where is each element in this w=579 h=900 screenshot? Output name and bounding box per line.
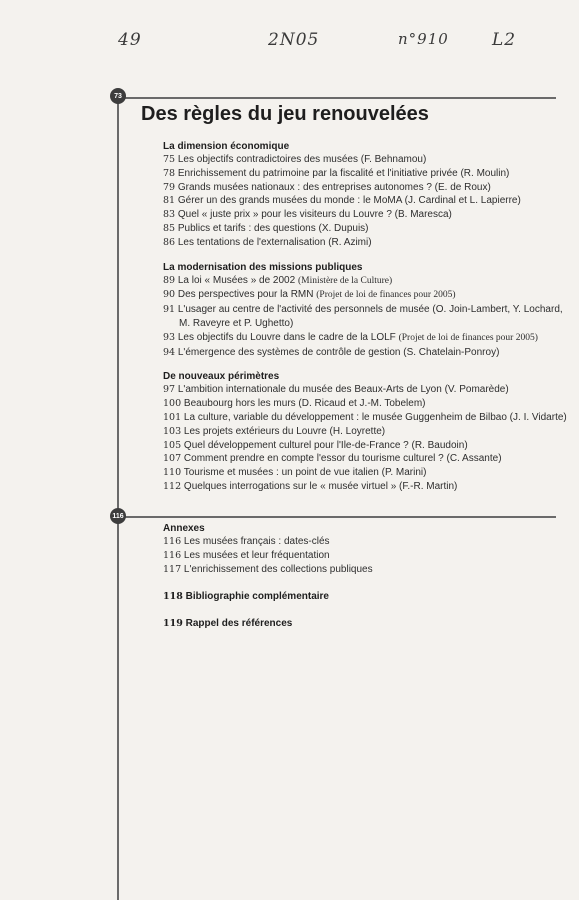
toc-entry — [163, 222, 563, 236]
toc-page-number: 93 — [163, 331, 176, 343]
toc-page-number: 89 — [163, 274, 176, 286]
toc-bold-entry — [163, 617, 563, 630]
toc-page-number: 100 — [163, 398, 182, 410]
annex-rule — [117, 516, 556, 518]
handwritten-note-1: 49 — [118, 30, 142, 50]
toc-page-number: 91 — [163, 304, 176, 316]
toc-entry — [163, 439, 563, 453]
toc-entry-text: L'enrichissement des collections publiques — [183, 563, 373, 575]
toc-section — [163, 370, 567, 493]
toc-annexes — [163, 522, 563, 630]
toc-entry — [163, 274, 563, 289]
toc-entry-text: Les tentations de l'externalisation (R. Azimi) — [177, 236, 372, 248]
toc-entry-text: Tourisme et musées : un point de vue italien (P. Marini) — [183, 467, 427, 479]
toc-entry-text: Gérer un des grands musées du monde : le MoMA (J. Cardinal et L. Lapierre) — [177, 195, 521, 207]
toc-entry-source: (Ministère de la Culture) — [297, 275, 393, 286]
toc-entry-text: Grands musées nationaux : des entreprises autonomes ? (E. de Roux) — [177, 181, 491, 193]
toc-entry-text: Les projets extérieurs du Louvre (H. Loyrette) — [183, 425, 386, 437]
toc-entry-text: Publics et tarifs : des questions (X. Dupuis) — [177, 222, 369, 234]
toc-entry-text: L'émergence des systèmes de contrôle de gestion (S. Chatelain-Ponroy) — [177, 346, 500, 358]
toc-page-number: 94 — [163, 346, 176, 358]
toc-page-number: 78 — [163, 167, 176, 179]
toc-page-number: 75 — [163, 154, 176, 165]
toc-entry-text: Les musées et leur fréquentation — [183, 549, 330, 561]
toc-entry-text: Quel « juste prix » pour les visiteurs du Louvre ? (B. Maresca) — [177, 209, 452, 221]
toc-page-number: 110 — [163, 467, 182, 479]
toc-entry-source: (Projet de loi de finances pour 2005) — [398, 332, 538, 343]
vertical-rule — [117, 97, 119, 900]
top-rule — [117, 97, 556, 99]
toc-entry-text: Des perspectives pour la RMN — [177, 289, 314, 301]
handwritten-note-3: n°910 — [398, 30, 449, 48]
toc-entry — [163, 346, 563, 360]
toc-bold-entry — [163, 590, 563, 603]
toc-page-number: 90 — [163, 289, 176, 301]
toc-main — [163, 140, 567, 505]
toc-entry — [163, 153, 563, 167]
toc-page-number: 101 — [163, 411, 182, 423]
toc-entry — [163, 480, 563, 494]
toc-entry — [163, 466, 563, 480]
toc-page-number: 112 — [163, 480, 182, 492]
toc-entry — [163, 288, 563, 303]
page-badge-annex: 116 — [110, 508, 126, 524]
handwritten-note-2: 2N05 — [268, 30, 320, 50]
toc-entry-text: La culture, variable du développement : le musée Guggenheim de Bilbao (J. I. Vidarte) — [183, 411, 567, 423]
section-title: De nouveaux périmètres — [163, 371, 280, 383]
toc-entry-text: L'ambition internationale du musée des Beaux-Arts de Lyon (V. Pomarède) — [177, 384, 509, 396]
toc-entry — [163, 181, 563, 195]
toc-entry-text: Quel développement culturel pour l'Ile-de-France ? (R. Baudoin) — [183, 439, 468, 451]
toc-entry — [163, 425, 563, 439]
toc-entry — [163, 383, 563, 397]
toc-entry-text: Les musées français : dates-clés — [183, 536, 330, 547]
toc-entry-text: La loi « Musées » de 2002 — [177, 274, 296, 286]
page-badge-start: 73 — [110, 88, 126, 104]
toc-page-number: 117 — [163, 563, 182, 575]
toc-section — [163, 261, 563, 360]
toc-entry-source: (Projet de loi de finances pour 2005) — [316, 290, 456, 301]
toc-page-number: 83 — [163, 209, 176, 221]
toc-entry-text: Bibliographie complémentaire — [185, 591, 329, 603]
toc-entry-text: Les objectifs contradictoires des musées (F. Behnamou) — [177, 154, 427, 165]
toc-page-number: 116 — [163, 536, 182, 547]
annexes-section — [163, 522, 563, 576]
annexes-title: Annexes — [163, 523, 205, 534]
toc-entry — [163, 236, 563, 250]
toc-entry — [163, 167, 563, 181]
toc-entry-text: Enrichissement du patrimoine par la fiscalité et l'initiative privée (R. Moulin) — [177, 167, 510, 179]
toc-entry — [163, 303, 563, 331]
toc-entry-text: L'usager au centre de l'activité des personnels de musée (O. Join-Lambert, Y. Lochard, M. Raveyre et P. Ughetto) — [177, 304, 563, 329]
toc-page-number: 105 — [163, 439, 182, 451]
toc-section — [163, 140, 563, 250]
toc-page-number: 103 — [163, 425, 182, 437]
toc-entry — [163, 452, 563, 466]
toc-page-number: 116 — [163, 549, 182, 561]
toc-page-number: 79 — [163, 181, 176, 193]
toc-entry — [163, 208, 563, 222]
toc-entry — [163, 397, 563, 411]
page-title: Des règles du jeu renouvelées — [141, 103, 429, 125]
toc-entry-text: Les objectifs du Louvre dans le cadre de la LOLF — [177, 331, 396, 343]
toc-page-number: 81 — [163, 195, 176, 207]
section-title: La dimension économique — [163, 141, 290, 152]
toc-entry — [163, 563, 563, 577]
toc-entry-text: Beaubourg hors les murs (D. Ricaud et J.-M. Tobelem) — [183, 398, 426, 410]
toc-entry — [163, 331, 563, 346]
toc-entry — [163, 194, 563, 208]
toc-entry — [163, 535, 563, 549]
toc-entry-text: Quelques interrogations sur le « musée virtuel » (F.-R. Martin) — [183, 480, 458, 492]
handwritten-note-4: L2 — [492, 30, 517, 50]
toc-entry-text: Comment prendre en compte l'essor du tourisme culturel ? (C. Assante) — [183, 453, 502, 465]
toc-page-number: 86 — [163, 236, 176, 248]
toc-page-number: 119 — [163, 618, 183, 630]
section-title: La modernisation des missions publiques — [163, 261, 363, 273]
toc-page-number: 85 — [163, 222, 176, 234]
toc-entry — [163, 411, 567, 425]
toc-page-number: 97 — [163, 384, 176, 396]
toc-entry — [163, 549, 563, 563]
toc-page-number: 118 — [163, 591, 183, 603]
toc-page-number: 107 — [163, 453, 182, 465]
toc-entry-text: Rappel des références — [185, 618, 293, 630]
